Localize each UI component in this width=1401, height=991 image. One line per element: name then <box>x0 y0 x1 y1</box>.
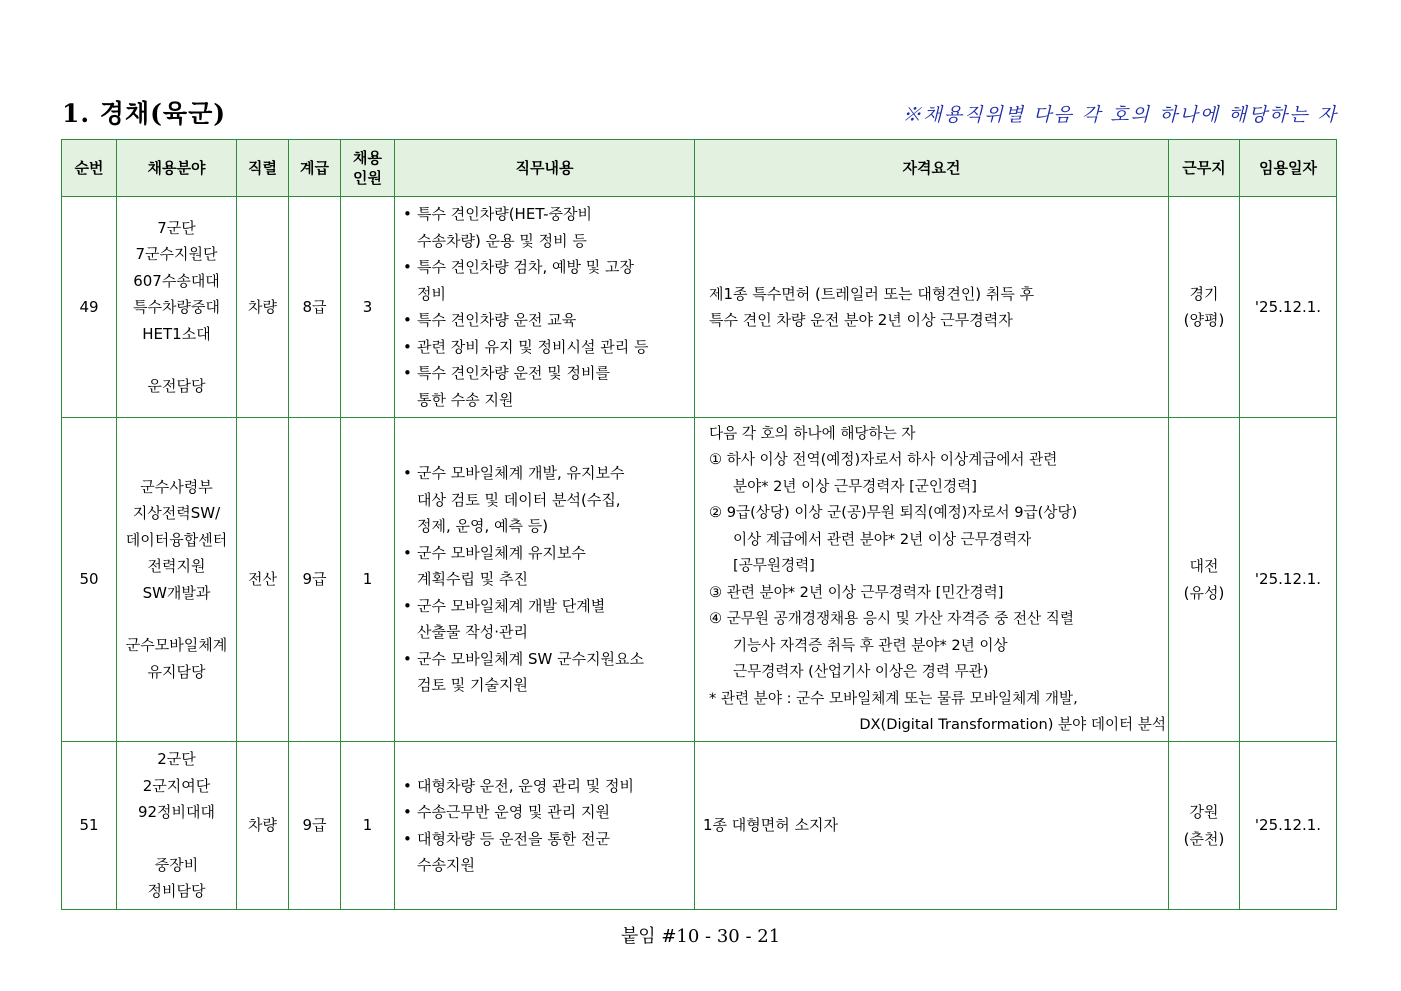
duty-item: • 군수 모바일체계 SW 군수지원요소 검토 및 기술지원 <box>401 646 688 699</box>
duty-item: • 특수 견인차량 운전 및 정비를 통한 수송 지원 <box>401 360 688 413</box>
row-date: '25.12.1. <box>1240 418 1337 742</box>
row-count: 1 <box>341 418 395 742</box>
table-row <box>62 742 1337 910</box>
row-field: 군수사령부 지상전력SW/ 데이터융합센터 전력지원 SW개발과 군수모바일체계 유지담당 <box>117 418 237 742</box>
header-duties: 직무내용 <box>395 140 695 197</box>
duty-item: • 군수 모바일체계 개발 단계별 산출물 작성·관리 <box>401 593 688 646</box>
header-field: 채용분야 <box>117 140 237 197</box>
duty-item: • 특수 견인차량(HET-중장비 수송차량) 운용 및 정비 등 <box>401 201 688 254</box>
header-qual: 자격요건 <box>695 140 1169 197</box>
duty-item: • 군수 모바일체계 유지보수 계획수립 및 추진 <box>401 540 688 593</box>
row-loc: 강원 (춘천) <box>1169 742 1240 910</box>
row-job: 전산 <box>237 418 289 742</box>
row-grade: 9급 <box>289 418 341 742</box>
header-loc: 근무지 <box>1169 140 1240 197</box>
header-date: 임용일자 <box>1240 140 1337 197</box>
row-date: '25.12.1. <box>1240 742 1337 910</box>
row-no: 49 <box>62 197 117 418</box>
duty-item: • 군수 모바일체계 개발, 유지보수 대상 검토 및 데이터 분석(수집, 정제, 운영, 예측 등) <box>401 460 688 540</box>
row-loc: 대전 (유성) <box>1169 418 1240 742</box>
header-grade: 계급 <box>289 140 341 197</box>
row-no: 51 <box>62 742 117 910</box>
duty-item: • 수송근무반 운영 및 관리 지원 <box>401 799 688 826</box>
table-header-row <box>62 140 1337 197</box>
row-qual: 1종 대형면허 소지자 <box>695 742 1169 910</box>
duty-item: • 대형차량 운전, 운영 관리 및 정비 <box>401 773 688 800</box>
row-grade: 8급 <box>289 197 341 418</box>
table-row <box>62 418 1337 742</box>
row-count: 3 <box>341 197 395 418</box>
page-title: 1. 경채(육군) <box>62 99 227 128</box>
table-row <box>62 197 1337 418</box>
row-qual: 제1종 특수면허 (트레일러 또는 대형견인) 취득 후 특수 견인 차량 운전 분야 2년 이상 근무경력자 <box>695 197 1169 418</box>
header-no: 순번 <box>62 140 117 197</box>
duty-item: • 특수 견인차량 검차, 예방 및 고장 정비 <box>401 254 688 307</box>
row-qual: 다음 각 호의 하나에 해당하는 자 ① 하사 이상 전역(예정)자로서 하사 이상계급에서 관련 분야* 2년 이상 근무경력자 [군인경력] ② 9급(상당) 이상 군(공)무원 퇴직(예정)자로서 9급(상당) 이상 계급에서 관련 분야* 2년 이상 근무경력자 [공무원경력] ③ 관련 분야* 2년 이상 근무경력자 [민간경력] ④ 군무원 공개경쟁채용 응시 및 가산 자격증 중 전산 직렬 기능사 자격증 취득 후 관련 분야* 2년 이상 근무경력자 (산업기사 이상은 경력 무관) * 관련 분야 : 군수 모바일체계 또는 물류 모바일체계 개발, DX(Digital Transformation) 분야 데이터 분석 <box>695 418 1169 742</box>
header-note: ※채용직위별 다음 각 호의 하나에 해당하는 자 <box>902 104 1338 126</box>
row-field: 2군단 2군지여단 92정비대대 중장비 정비담당 <box>117 742 237 910</box>
row-duties <box>395 418 695 742</box>
row-no: 50 <box>62 418 117 742</box>
row-grade: 9급 <box>289 742 341 910</box>
duty-item: • 대형차량 등 운전을 통한 전군 수송지원 <box>401 826 688 879</box>
row-job: 차량 <box>237 197 289 418</box>
duty-item: • 특수 견인차량 운전 교육 <box>401 307 688 334</box>
page-footer: 붙임 #10 - 30 - 21 <box>620 926 781 947</box>
row-loc: 경기 (양평) <box>1169 197 1240 418</box>
row-job: 차량 <box>237 742 289 910</box>
row-field: 7군단 7군수지원단 607수송대대 특수차량중대 HET1소대 운전담당 <box>117 197 237 418</box>
row-date: '25.12.1. <box>1240 197 1337 418</box>
duty-item: • 관련 장비 유지 및 정비시설 관리 등 <box>401 334 688 361</box>
row-count: 1 <box>341 742 395 910</box>
recruitment-table <box>61 139 1337 910</box>
header-count: 채용 인원 <box>341 140 395 197</box>
header-job: 직렬 <box>237 140 289 197</box>
row-duties <box>395 197 695 418</box>
row-duties <box>395 742 695 910</box>
